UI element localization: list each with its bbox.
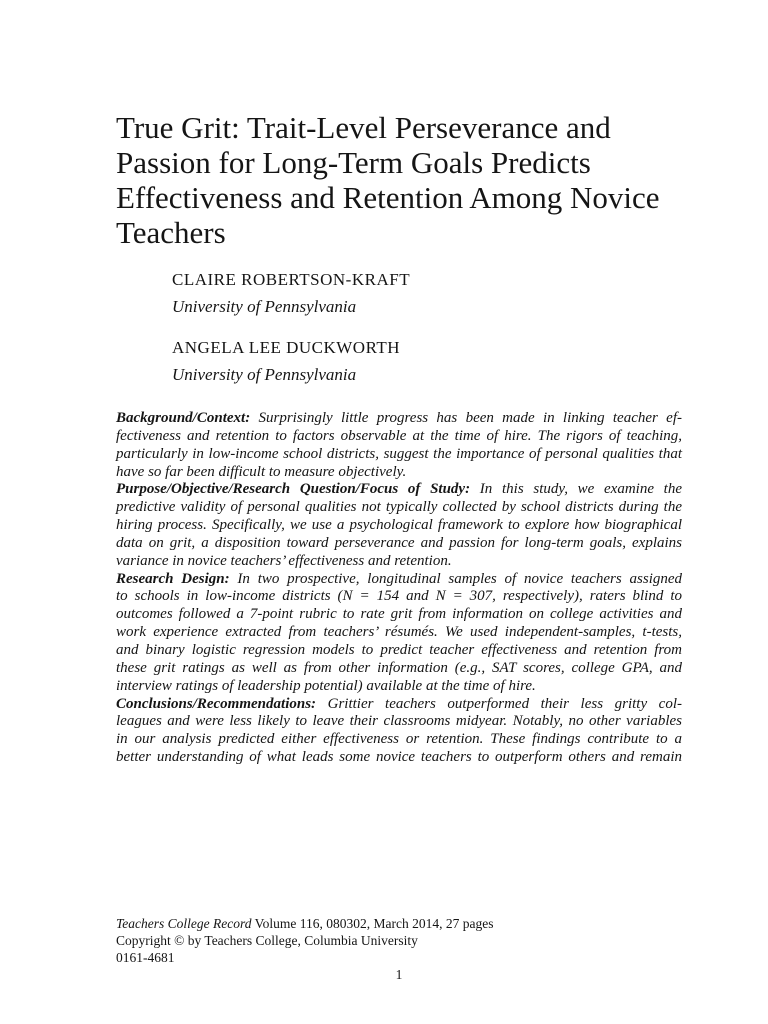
abstract-line <box>116 481 682 499</box>
author-name: ANGELA LEE DUCKWORTH <box>172 338 401 357</box>
author-affiliation: University of Pennsylvania <box>172 297 357 316</box>
abstract-line: better understanding of what leads some novice teachers to outperform others and remain <box>116 749 682 766</box>
title-line: Effectiveness and Retention Among Novice <box>116 180 660 215</box>
abstract-line: fectiveness and retention to factors observable at the time of hire. The rigors of teaching, <box>116 427 682 444</box>
abstract-line: interview ratings of leadership potential) available at the time of hire. <box>116 677 536 694</box>
abstract-line: predictive validity of personal qualities not typically collected by school districts during the <box>116 499 682 516</box>
title-line: Passion for Long-Term Goals Predicts <box>116 145 591 180</box>
section-label: Conclusions/Recommendations: <box>116 695 317 712</box>
journal-citation-line <box>116 915 493 932</box>
abstract-line: in our analysis predicted either effectiveness or retention. These findings contribute to a <box>116 731 682 748</box>
section-label: Background/Context: <box>116 410 251 426</box>
abstract-line: particularly in low-income school districts, suggest the importance of personal qualities that <box>116 445 682 462</box>
journal-footer <box>116 915 493 966</box>
section-label: Research Design: <box>116 570 230 587</box>
page-number: 1 <box>395 967 403 982</box>
abstract-line <box>116 410 682 428</box>
abstract <box>116 410 682 767</box>
abstract-line: and binary logistic regression models to predict teacher effectiveness and retention from <box>116 641 682 658</box>
title-line: Teachers <box>116 215 226 250</box>
author-name: CLAIRE ROBERTSON-KRAFT <box>172 270 411 289</box>
abstract-line: outcomes followed a 7-point rubric to rate grit from information on college activities and <box>116 606 682 623</box>
abstract-line-text: Grittier teachers outperformed their less gritty col- <box>327 695 682 712</box>
abstract-line: data on grit, a disposition toward perseverance and passion for long-term goals, explains <box>116 534 682 551</box>
abstract-line: these grit ratings as well as from other information (e.g., SAT scores, college GPA, and <box>116 659 682 676</box>
journal-volume-info: Volume 116, 080302, March 2014, 27 pages <box>254 916 494 931</box>
paper-title <box>116 110 660 250</box>
abstract-section-conclusions <box>116 696 682 767</box>
abstract-line: variance in novice teachers’ effectiveness and retention. <box>116 552 452 569</box>
journal-name: Teachers College Record <box>116 916 252 931</box>
abstract-line: leagues and were less likely to leave their classrooms midyear. Notably, no other variables <box>116 713 682 730</box>
abstract-line <box>116 696 682 714</box>
abstract-line-text: In two prospective, longitudinal samples of novice teachers assigned <box>237 570 683 587</box>
abstract-line: have so far been difficult to measure objectively. <box>116 463 407 480</box>
issn-line: 0161-4681 <box>116 950 175 965</box>
abstract-line <box>116 571 682 589</box>
abstract-line: to schools in low-income districts (N = 154 and N = 307, respectively), raters blind to <box>116 588 682 605</box>
abstract-line: work experience extracted from teachers’ résumés. We used independent-samples, t-tests, <box>116 624 682 641</box>
copyright-line: Copyright © by Teachers College, Columbia University <box>116 933 418 948</box>
abstract-line-text: Surprisingly little progress has been made in linking teacher ef- <box>258 410 682 426</box>
title-line: True Grit: Trait-Level Perseverance and <box>116 110 611 145</box>
abstract-line: hiring process. Specifically, we use a psychological framework to explore how biographical <box>116 517 682 534</box>
abstract-section-research-design <box>116 571 682 696</box>
section-label: Purpose/Objective/Research Question/Focus of Study: <box>116 481 471 498</box>
abstract-section-background-context <box>116 410 682 481</box>
abstract-section-purpose <box>116 481 682 570</box>
author-affiliation: University of Pennsylvania <box>172 365 357 384</box>
abstract-line-text: In this study, we examine the <box>479 481 682 498</box>
